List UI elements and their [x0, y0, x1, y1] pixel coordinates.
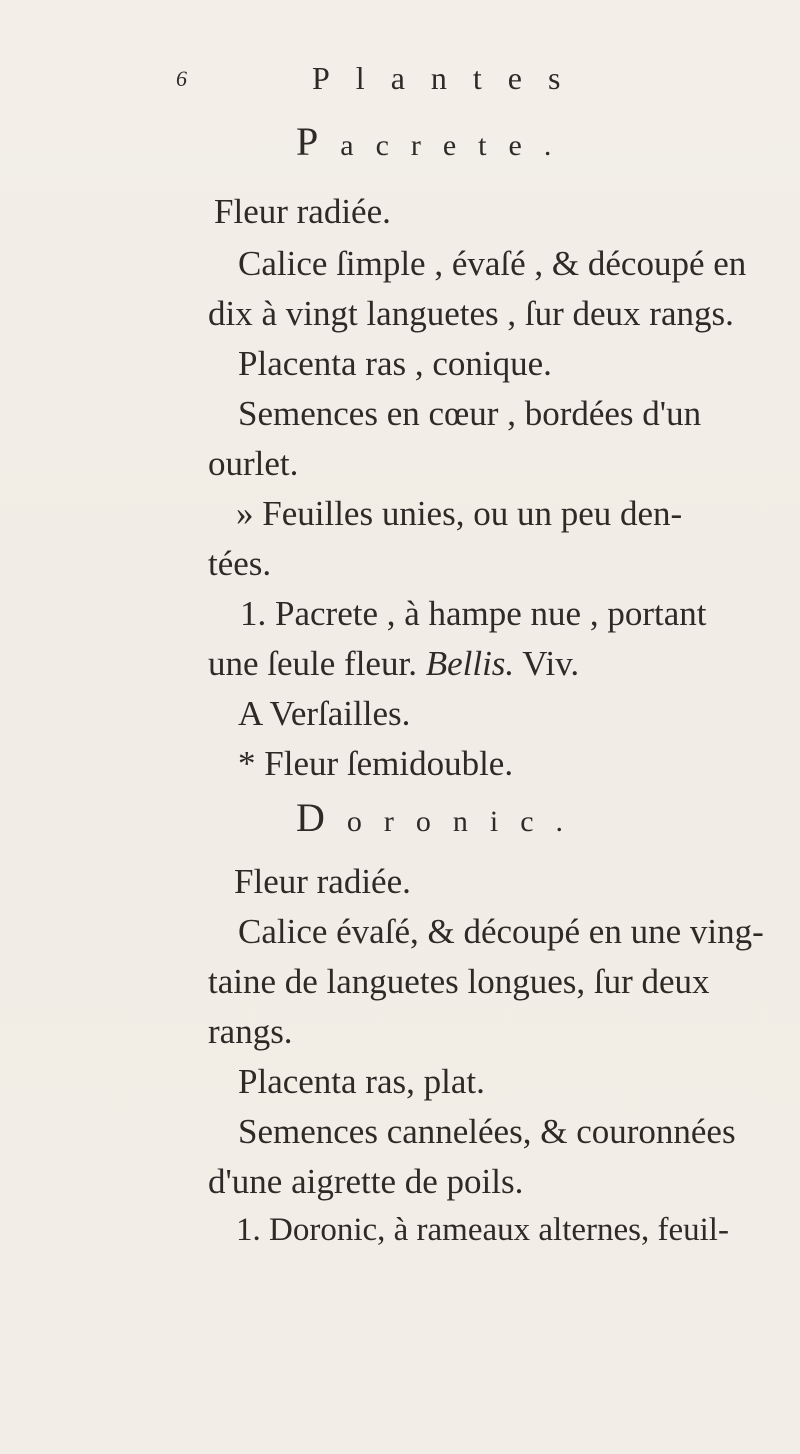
- text-line: Fleur radiée.: [234, 862, 411, 901]
- text-line: Calice ſimple , évaſé , & découpé en: [238, 244, 747, 283]
- text-line: * Fleur ſemidouble.: [238, 744, 514, 783]
- text-line: » Feuilles unies, ou un peu den-: [236, 494, 683, 533]
- section-title-rest: acrete.: [340, 129, 574, 162]
- text-line: rangs.: [208, 1012, 293, 1051]
- text-line: Calice évaſé, & découpé en une ving-: [238, 912, 764, 951]
- text-line: Semences en cœur , bordées d'un: [238, 394, 702, 433]
- text-line: Fleur radiée.: [214, 192, 391, 231]
- text-line: ourlet.: [208, 444, 299, 483]
- text-line: dix à vingt languetes , ſur deux rangs.: [208, 294, 734, 333]
- page-number: 6: [176, 66, 187, 91]
- text-line: 1. Doronic, à rameaux alternes, feuil-: [236, 1212, 729, 1248]
- text-line: Placenta ras, plat.: [238, 1062, 485, 1101]
- text-line: [208, 646, 579, 681]
- section-title-pacrete: [296, 118, 573, 165]
- latin-name: Bellis.: [425, 644, 515, 683]
- section-title-initial: P: [296, 119, 341, 164]
- text-line: Placenta ras , conique.: [238, 344, 552, 383]
- section-title-initial: D: [296, 795, 347, 840]
- section-title-doronic: [296, 794, 585, 841]
- text-segment: une ſeule fleur.: [208, 644, 417, 683]
- section-title-rest: oronic.: [346, 805, 586, 838]
- text-line: Semences cannelées, & couronnées: [238, 1112, 736, 1151]
- running-title: Plantes: [312, 60, 587, 96]
- text-line: A Verſailles.: [238, 694, 411, 733]
- text-line: taine de languetes longues, ſur deux: [208, 962, 710, 1001]
- text-line: tées.: [208, 544, 272, 583]
- text-line: 1. Pacrete , à hampe nue , portant: [240, 594, 707, 633]
- text-line: d'une aigrette de poils.: [208, 1162, 524, 1201]
- duration-label: Viv.: [522, 644, 580, 683]
